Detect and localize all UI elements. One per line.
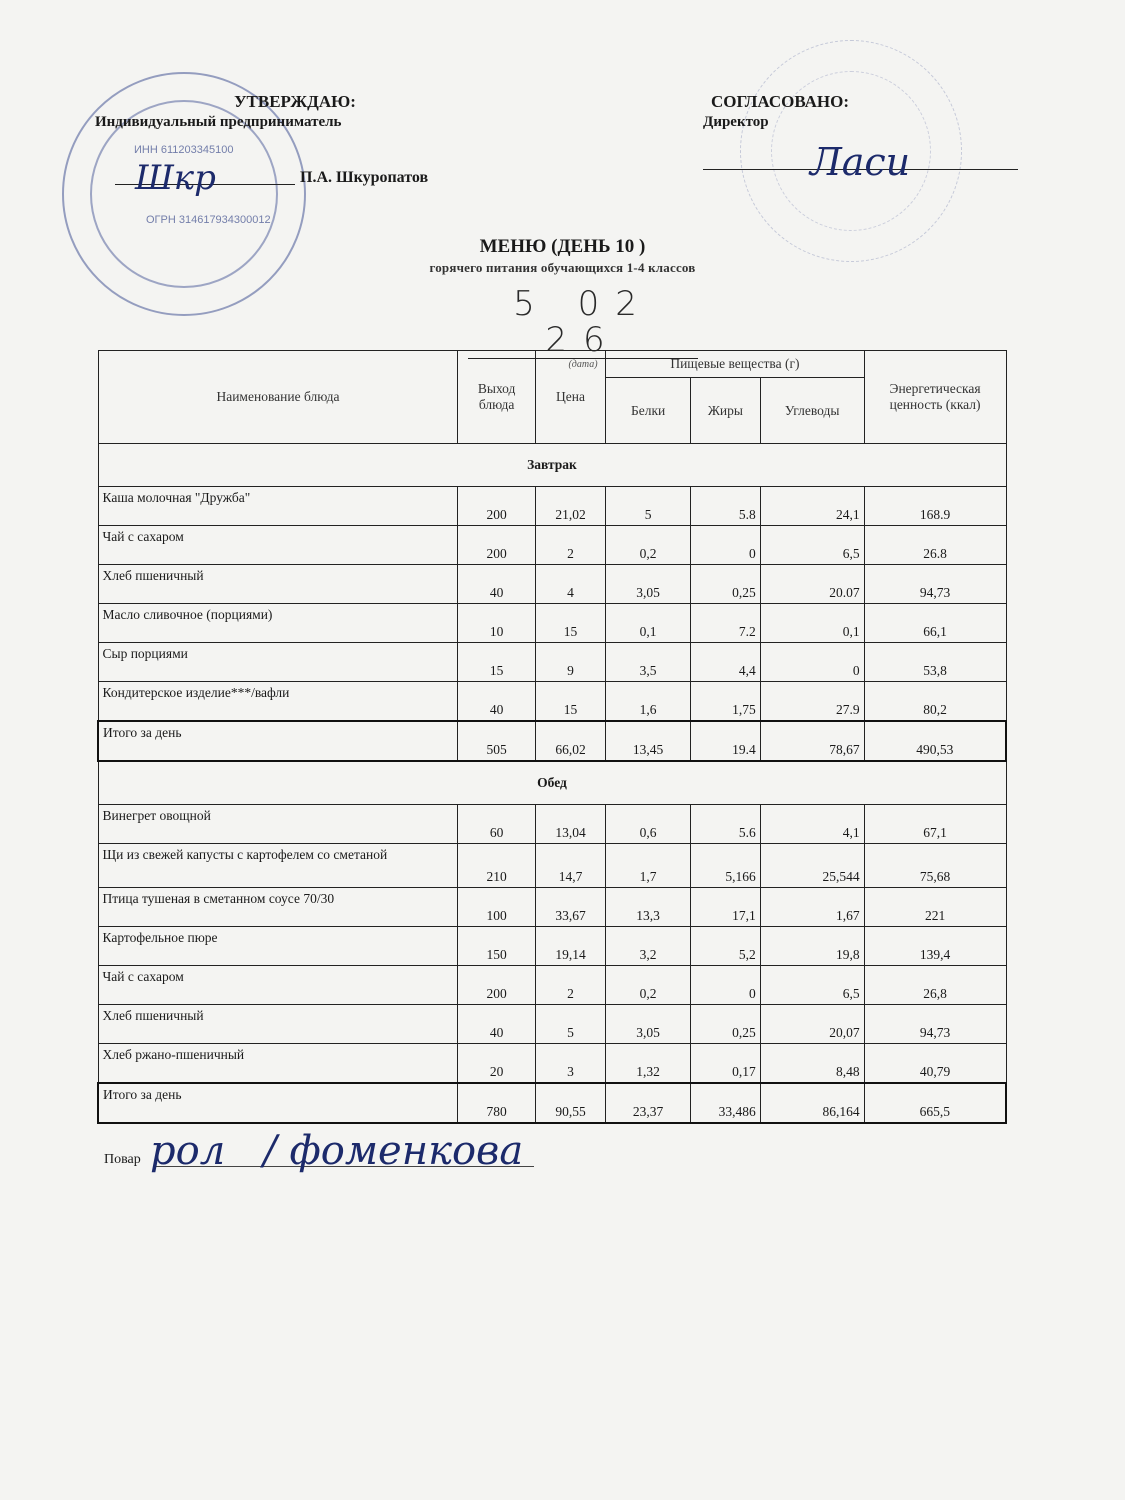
dish-name-cell: Кондитерское изделие***/вафли (98, 682, 458, 722)
value-cell: 665,5 (864, 1083, 1006, 1123)
value-cell: 200 (458, 487, 535, 526)
value-cell: 490,53 (864, 721, 1006, 761)
value-cell: 10 (458, 604, 535, 643)
table-row (98, 1005, 1006, 1044)
value-cell: 1,6 (606, 682, 691, 722)
value-cell: 0,17 (691, 1044, 761, 1084)
value-cell: 86,164 (760, 1083, 864, 1123)
value-cell: 6,5 (760, 966, 864, 1005)
table-row (98, 487, 1006, 526)
value-cell: 15 (535, 682, 605, 722)
section-title: Завтрак (98, 444, 1006, 487)
value-cell: 6,5 (760, 526, 864, 565)
dish-name-cell: Чай с сахаром (98, 966, 458, 1005)
value-cell: 20,07 (760, 1005, 864, 1044)
value-cell: 33,67 (535, 888, 605, 927)
value-cell: 60 (458, 805, 535, 844)
value-cell: 19,8 (760, 927, 864, 966)
value-cell: 0,25 (691, 565, 761, 604)
value-cell: 27.9 (760, 682, 864, 722)
table-header-row (98, 351, 1006, 378)
cook-label: Повар (104, 1152, 141, 1167)
value-cell: 13,04 (535, 805, 605, 844)
stamp-text: ОГРН 314617934300012 (146, 214, 271, 226)
value-cell: 20 (458, 1044, 535, 1084)
table-row (98, 805, 1006, 844)
dish-name-cell: Картофельное пюре (98, 927, 458, 966)
signature-underline (115, 184, 295, 185)
table-row (98, 966, 1006, 1005)
header-energy: Энергетическая ценность (ккал) (864, 351, 1006, 444)
value-cell: 2 (535, 966, 605, 1005)
value-cell: 1,67 (760, 888, 864, 927)
menu-title: МЕНЮ (ДЕНЬ 10 ) (479, 236, 646, 257)
value-cell: 100 (458, 888, 535, 927)
value-cell: 17,1 (691, 888, 761, 927)
value-cell: 26.8 (864, 526, 1006, 565)
value-cell: 23,37 (606, 1083, 691, 1123)
value-cell: 9 (535, 643, 605, 682)
dish-name-cell: Итого за день (98, 721, 458, 761)
value-cell: 33,486 (691, 1083, 761, 1123)
date-value: 5 02 26 (468, 286, 698, 359)
table-row (98, 888, 1006, 927)
dish-name-cell: Чай с сахаром (98, 526, 458, 565)
value-cell: 0 (691, 526, 761, 565)
value-cell: 40 (458, 565, 535, 604)
dish-name-cell: Птица тушеная в сметанном соусе 70/30 (98, 888, 458, 927)
section-title: Обед (98, 761, 1006, 805)
dish-name-cell: Щи из свежей капусты с картофелем со сметаной (98, 844, 458, 888)
value-cell: 200 (458, 526, 535, 565)
table-row (98, 565, 1006, 604)
section-row (98, 761, 1006, 805)
table-row (98, 526, 1006, 565)
table-row (98, 604, 1006, 643)
dish-name-cell: Хлеб пшеничный (98, 1005, 458, 1044)
value-cell: 150 (458, 927, 535, 966)
value-cell: 3,2 (606, 927, 691, 966)
menu-table-body (98, 444, 1006, 1124)
header-output: Выход блюда (458, 351, 535, 444)
value-cell: 5.8 (691, 487, 761, 526)
value-cell: 3,5 (606, 643, 691, 682)
approval-block (95, 92, 455, 187)
dish-name-cell: Сыр порциями (98, 643, 458, 682)
cook-signature-line (154, 1166, 534, 1167)
value-cell: 80,2 (864, 682, 1006, 722)
dish-name-cell: Каша молочная "Дружба" (98, 487, 458, 526)
value-cell: 94,73 (864, 565, 1006, 604)
value-cell: 3 (535, 1044, 605, 1084)
value-cell: 0,1 (606, 604, 691, 643)
header-dish-name: Наименование блюда (98, 351, 458, 444)
value-cell: 40 (458, 1005, 535, 1044)
value-cell: 13,45 (606, 721, 691, 761)
value-cell: 0,2 (606, 966, 691, 1005)
value-cell: 67,1 (864, 805, 1006, 844)
table-row (98, 927, 1006, 966)
dish-name-cell: Винегрет овощной (98, 805, 458, 844)
value-cell: 505 (458, 721, 535, 761)
signature-director: Ласи (810, 140, 911, 184)
approval-title: УТВЕРЖДАЮ: (234, 92, 356, 111)
value-cell: 1,32 (606, 1044, 691, 1084)
value-cell: 221 (864, 888, 1006, 927)
value-cell: 780 (458, 1083, 535, 1123)
value-cell: 75,68 (864, 844, 1006, 888)
value-cell: 0,6 (606, 805, 691, 844)
value-cell: 4,4 (691, 643, 761, 682)
value-cell: 5 (535, 1005, 605, 1044)
value-cell: 19,14 (535, 927, 605, 966)
value-cell: 5,2 (691, 927, 761, 966)
signature-cook: рол / фоменкова (150, 1128, 524, 1174)
value-cell: 66,02 (535, 721, 605, 761)
value-cell: 19.4 (691, 721, 761, 761)
value-cell: 90,55 (535, 1083, 605, 1123)
value-cell: 25,544 (760, 844, 864, 888)
value-cell: 94,73 (864, 1005, 1006, 1044)
dish-name-cell: Хлеб ржано-пшеничный (98, 1044, 458, 1084)
value-cell: 7.2 (691, 604, 761, 643)
value-cell: 14,7 (535, 844, 605, 888)
signature-underline (703, 169, 1018, 170)
value-cell: 15 (535, 604, 605, 643)
value-cell: 66,1 (864, 604, 1006, 643)
value-cell: 0,2 (606, 526, 691, 565)
value-cell: 0 (760, 643, 864, 682)
value-cell: 168.9 (864, 487, 1006, 526)
value-cell: 78,67 (760, 721, 864, 761)
table-row (98, 844, 1006, 888)
approval-name: П.А. Шкуропатов (300, 169, 429, 186)
agreement-role: Директор (703, 114, 769, 130)
value-cell: 0,25 (691, 1005, 761, 1044)
value-cell: 15 (458, 643, 535, 682)
table-row (98, 682, 1006, 722)
table-row (98, 643, 1006, 682)
header-nutrients: Пищевые вещества (г) (606, 351, 864, 378)
cook-signature-block (104, 1152, 141, 1168)
total-row (98, 1083, 1006, 1123)
value-cell: 139,4 (864, 927, 1006, 966)
value-cell: 1,7 (606, 844, 691, 888)
value-cell: 3,05 (606, 565, 691, 604)
dish-name-cell: Итого за день (98, 1083, 458, 1123)
value-cell: 4,1 (760, 805, 864, 844)
dish-name-cell: Хлеб пшеничный (98, 565, 458, 604)
value-cell: 5.6 (691, 805, 761, 844)
value-cell: 210 (458, 844, 535, 888)
header-carbs: Углеводы (760, 378, 864, 444)
menu-subtitle: горячего питания обучающихся 1-4 классов (429, 260, 696, 275)
document-title (0, 236, 1125, 276)
value-cell: 8,48 (760, 1044, 864, 1084)
value-cell: 13,3 (606, 888, 691, 927)
value-cell: 2 (535, 526, 605, 565)
value-cell: 1,75 (691, 682, 761, 722)
value-cell: 3,05 (606, 1005, 691, 1044)
total-row (98, 721, 1006, 761)
value-cell: 21,02 (535, 487, 605, 526)
value-cell: 26,8 (864, 966, 1006, 1005)
value-cell: 40 (458, 682, 535, 722)
approval-role: Индивидуальный предприниматель (95, 114, 342, 130)
signature-entrepreneur: Шкр (135, 158, 216, 198)
value-cell: 24,1 (760, 487, 864, 526)
agreement-title: СОГЛАСОВАНО: (711, 92, 850, 111)
value-cell: 0 (691, 966, 761, 1005)
value-cell: 5 (606, 487, 691, 526)
agreement-block (703, 92, 1023, 170)
approval-signature-line (95, 165, 455, 187)
value-cell: 0,1 (760, 604, 864, 643)
section-row (98, 444, 1006, 487)
value-cell: 20.07 (760, 565, 864, 604)
value-cell: 5,166 (691, 844, 761, 888)
dish-name-cell: Масло сливочное (порциями) (98, 604, 458, 643)
header-price: Цена (535, 351, 605, 444)
menu-table (97, 350, 1007, 1124)
header-fat: Жиры (691, 378, 761, 444)
date-caption: (дата) (568, 359, 598, 370)
value-cell: 40,79 (864, 1044, 1006, 1084)
table-row (98, 1044, 1006, 1084)
header-protein: Белки (606, 378, 691, 444)
value-cell: 4 (535, 565, 605, 604)
stamp-text: ИНН 611203345100 (134, 144, 234, 156)
value-cell: 53,8 (864, 643, 1006, 682)
value-cell: 200 (458, 966, 535, 1005)
